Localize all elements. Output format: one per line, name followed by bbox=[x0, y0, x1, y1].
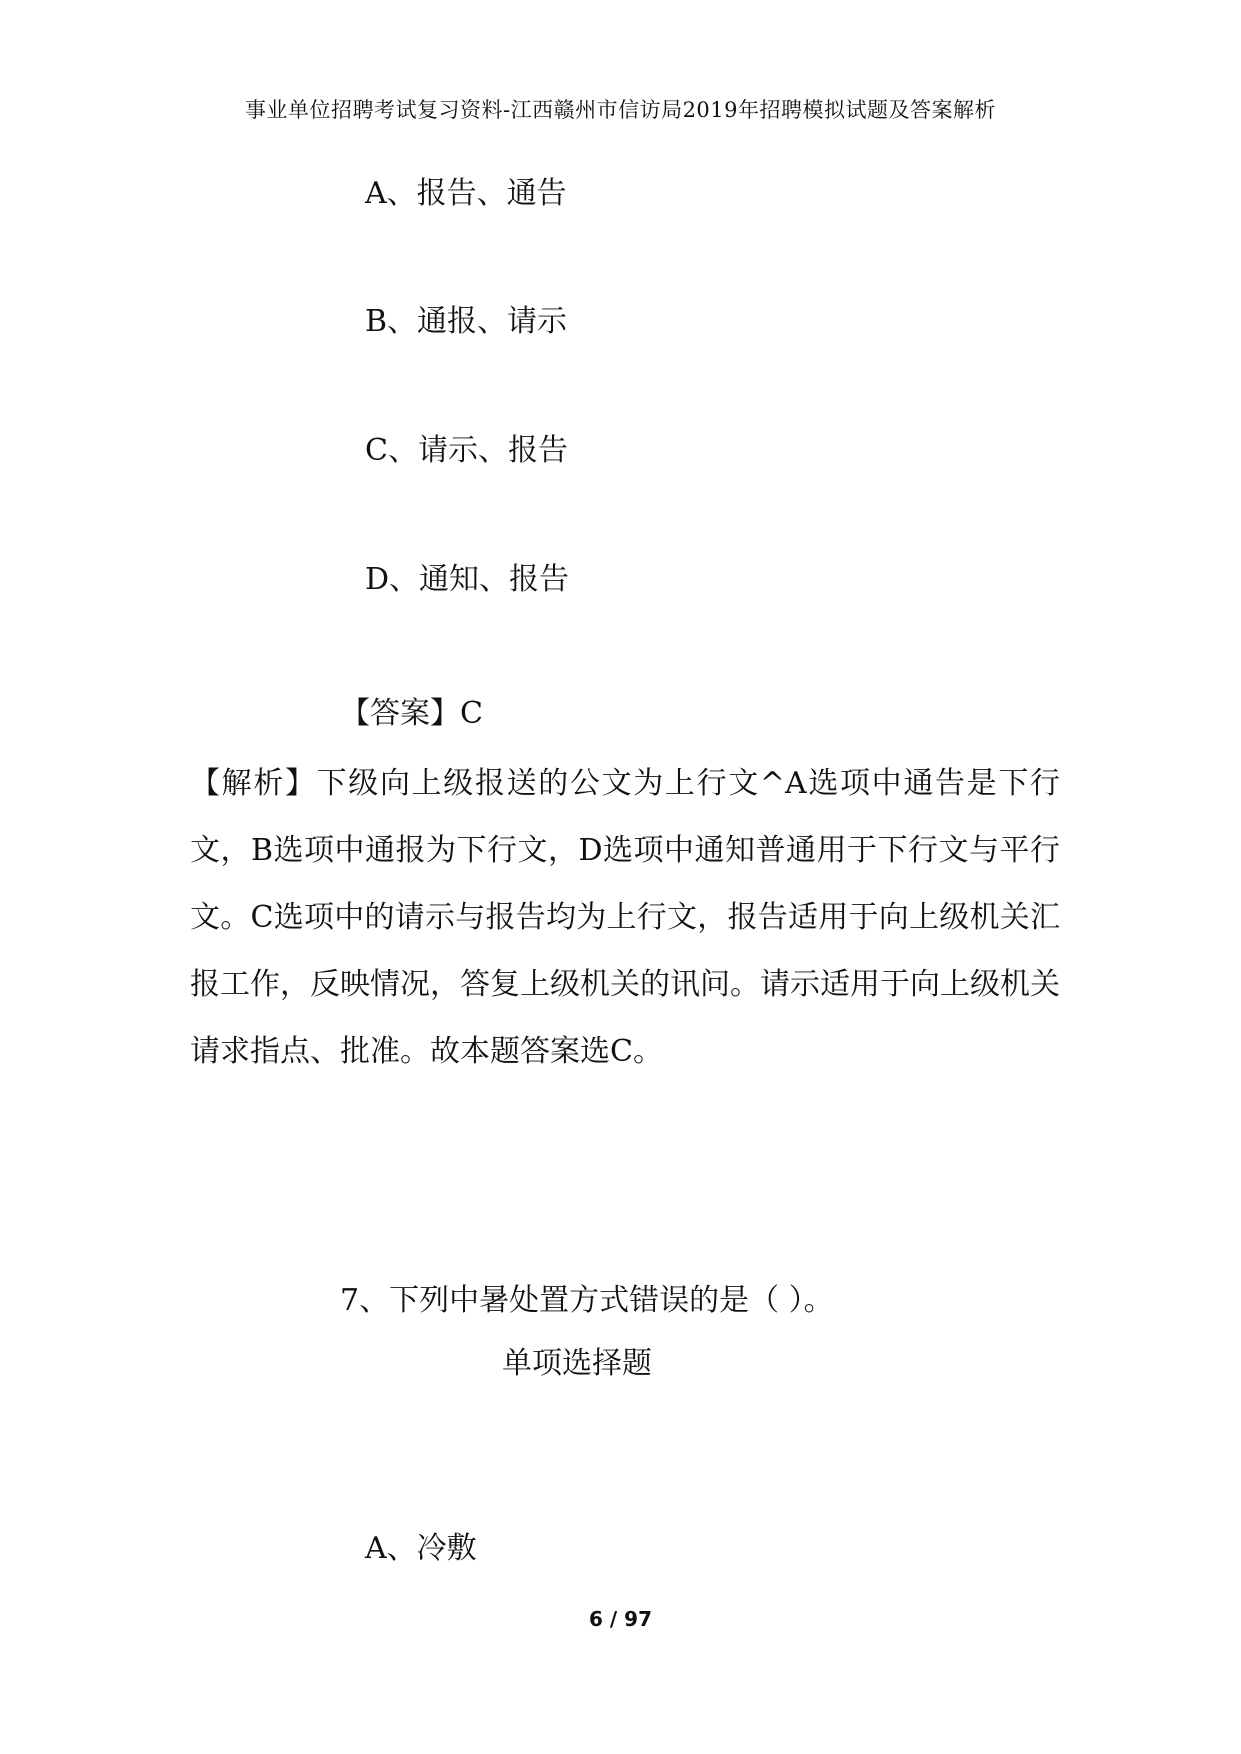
q6-answer: 【答案】C bbox=[340, 696, 483, 731]
page-number: 6 / 97 bbox=[589, 1607, 652, 1631]
q6-analysis: 【解析】下级向上级报送的公文为上行文^A选项中通告是下行文，B选项中通报为下行文，D选项中通知普通用于下行文与平行文。C选项中的请示与报告均为上行文，报告适用于向上级机关汇报工作，反映情况，答复上级机关的讯问。请示适用于向上级机关请求指点、批准。故本题答案选C。 bbox=[190, 766, 1060, 1069]
q6-option-d: D、通知、报告 bbox=[365, 562, 570, 597]
q6-option-c: C、请示、报告 bbox=[365, 433, 568, 468]
q7-title: 7、下列中暑处置方式错误的是（ ）。 bbox=[340, 1283, 834, 1318]
page-header: 事业单位招聘考试复习资料-江西赣州市信访局2019年招聘模拟试题及答案解析 bbox=[244, 98, 997, 122]
q6-option-a: A、报告、通告 bbox=[365, 176, 567, 211]
q7-type: 单项选择题 bbox=[502, 1346, 652, 1381]
q7-option-a: A、冷敷 bbox=[365, 1531, 477, 1566]
q6-option-b: B、通报、请示 bbox=[365, 304, 568, 339]
